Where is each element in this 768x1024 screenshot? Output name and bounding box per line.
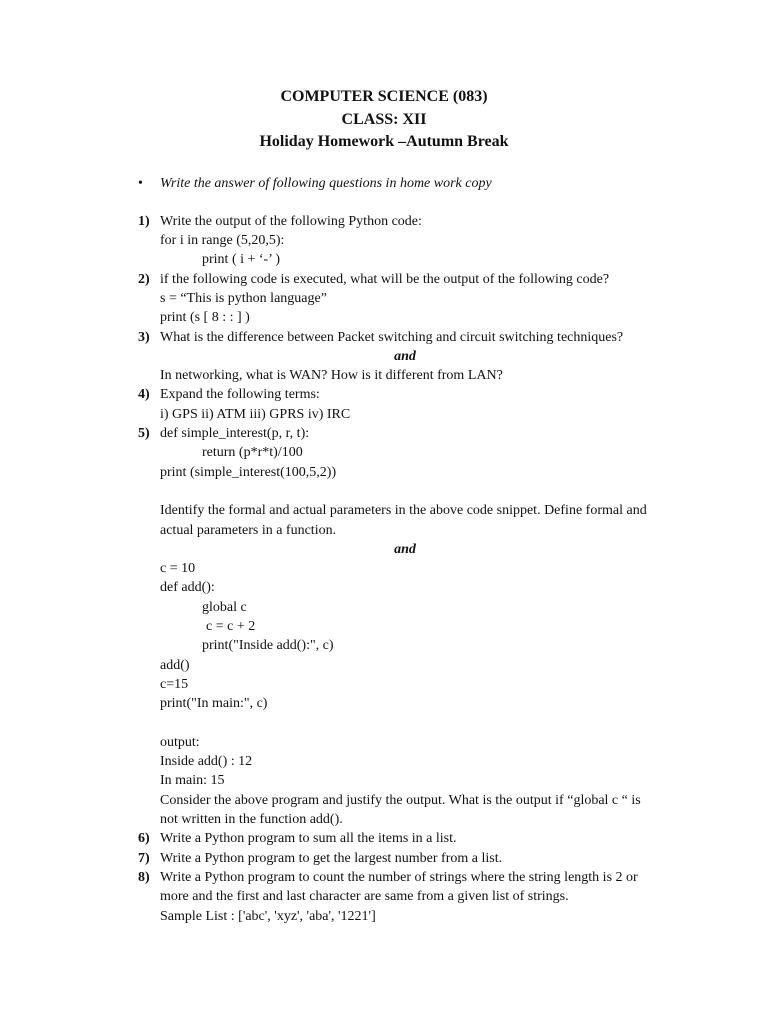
code-line: add() [160, 658, 190, 673]
question-text: Write a Python program to count the number of strings where the string length is 2 or [160, 870, 638, 885]
code-line: c = c + 2 [206, 619, 256, 634]
code-line: global c [202, 600, 247, 615]
code-line: c=15 [160, 677, 189, 692]
question-text: Write the output of the following Python code: [160, 214, 422, 229]
question-number: 2) [138, 272, 150, 287]
bullet-icon: • [138, 176, 143, 191]
question-number: 1) [138, 214, 150, 229]
and-separator: and [394, 542, 416, 557]
question-text: i) GPS ii) ATM iii) GPRS iv) IRC [160, 407, 351, 422]
question-text: not written in the function add(). [160, 812, 343, 827]
question-number: 6) [138, 831, 150, 846]
assignment-title: Holiday Homework –Autumn Break [259, 133, 509, 150]
question-text: Write a Python program to sum all the items in a list. [160, 831, 457, 846]
question-text: if the following code is executed, what will be the output of the following code? [160, 272, 610, 287]
question-number: 5) [138, 426, 150, 441]
question-number: 7) [138, 851, 150, 866]
code-line: c = 10 [160, 561, 196, 576]
output-line: Inside add() : 12 [160, 754, 253, 769]
code-line: print (simple_interest(100,5,2)) [160, 465, 337, 480]
code-line: Sample List : ['abc', 'xyz', 'aba', '1221'] [160, 909, 376, 924]
output-label: output: [160, 735, 200, 750]
question-text: Write a Python program to get the largest number from a list. [160, 851, 503, 866]
code-line: for i in range (5,20,5): [160, 233, 285, 248]
instruction-text: Write the answer of following questions in home work copy [160, 176, 492, 191]
question-text: Identify the formal and actual parameters in the above code snippet. Define formal and [160, 503, 647, 518]
code-line: def add(): [160, 580, 215, 595]
class-title: CLASS: XII [341, 111, 427, 128]
code-line: print("In main:", c) [160, 696, 268, 711]
question-text: Expand the following terms: [160, 387, 320, 402]
question-number: 8) [138, 870, 150, 885]
code-line: print (s [ 8 : : ] ) [160, 310, 250, 325]
question-text: Consider the above program and justify the output. What is the output if “global c “ is [160, 793, 641, 808]
question-text: In networking, what is WAN? How is it different from LAN? [160, 368, 503, 383]
question-text: What is the difference between Packet switching and circuit switching techniques? [160, 330, 624, 345]
code-line: def simple_interest(p, r, t): [160, 426, 310, 441]
code-line: s = “This is python language” [160, 291, 327, 306]
code-line: print ( i + ‘-’ ) [202, 252, 280, 267]
code-line: return (p*r*t)/100 [202, 445, 303, 460]
and-separator: and [394, 349, 416, 364]
subject-title: COMPUTER SCIENCE (083) [280, 88, 488, 105]
question-text: actual parameters in a function. [160, 523, 337, 538]
instruction-line [138, 174, 492, 193]
code-line: print("Inside add():", c) [202, 638, 334, 653]
question-number: 4) [138, 387, 150, 402]
question-number: 3) [138, 330, 150, 345]
output-line: In main: 15 [160, 773, 225, 788]
question-text: more and the first and last character are same from a given list of strings. [160, 889, 569, 904]
